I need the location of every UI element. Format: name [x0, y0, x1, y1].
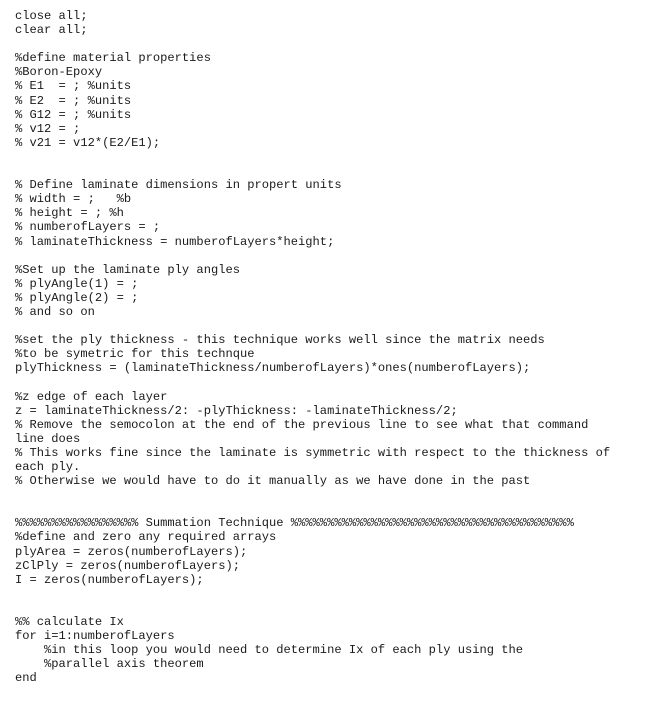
code-line: % laminateThickness = numberofLayers*height;	[15, 234, 335, 249]
code-line: %% calculate Ix	[15, 615, 124, 630]
code-line: % height = ; %h	[15, 206, 124, 221]
code-line: %z edge of each layer	[15, 389, 168, 404]
code-line: close all;	[15, 9, 88, 23]
code-line: %define material properties	[15, 51, 211, 66]
code-line: %define and zero any required arrays	[15, 530, 277, 545]
code-line: plyThickness = (laminateThickness/numberofLayers)*ones(numberofLayers);	[15, 361, 531, 376]
code-line	[15, 249, 655, 263]
code-line	[15, 488, 655, 502]
code-line: %Boron-Epoxy	[15, 65, 103, 80]
code-line	[15, 150, 655, 164]
code-line: % E2 = ; %units	[15, 93, 132, 108]
code-line: line does	[15, 431, 81, 446]
code-line: %in this loop you would need to determine Ix of each ply using the	[15, 643, 524, 658]
code-line: z = laminateThickness/2: -plyThickness: -laminateThickness/2;	[15, 403, 458, 418]
code-line: %Set up the laminate ply angles	[15, 262, 240, 277]
code-line: %to be symetric for this technque	[15, 347, 255, 362]
code-line: % Otherwise we would have to do it manually as we have done in the past	[15, 474, 531, 489]
code-line: end	[15, 671, 37, 686]
code-line: %%%%%%%%%%%%%%%%% Summation Technique %%%%%%%%%%%%%%%%%%%%%%%%%%%%%%%%%%%%%%%	[15, 516, 574, 531]
code-editor[interactable]	[15, 9, 655, 686]
code-line: % v21 = v12*(E2/E1);	[15, 135, 161, 150]
code-line	[15, 502, 655, 516]
code-line: % plyAngle(1) = ;	[15, 276, 139, 291]
code-line: plyArea = zeros(numberofLayers);	[15, 544, 248, 559]
code-line: % and so on	[15, 304, 95, 319]
code-line: % numberofLayers = ;	[15, 220, 161, 235]
code-line	[15, 587, 655, 601]
code-line: % E1 = ; %units	[15, 79, 132, 94]
code-line: zClPly = zeros(numberofLayers);	[15, 558, 240, 573]
code-line: clear all;	[15, 23, 88, 38]
code-line: each ply.	[15, 460, 81, 474]
code-line: % width = ; %b	[15, 192, 132, 207]
code-line: I = zeros(numberofLayers);	[15, 572, 204, 587]
code-line: % v12 = ;	[15, 121, 81, 136]
code-line: % Remove the semocolon at the end of the previous line to see what that command	[15, 417, 589, 432]
code-line: %set the ply thickness - this technique works well since the matrix needs	[15, 333, 545, 348]
code-line: % plyAngle(2) = ;	[15, 290, 139, 305]
code-line: % G12 = ; %units	[15, 107, 132, 122]
code-line: %parallel axis theorem	[15, 657, 204, 672]
code-line	[15, 601, 655, 615]
code-line: % Define laminate dimensions in propert units	[15, 178, 342, 193]
code-line	[15, 37, 655, 51]
code-line	[15, 319, 655, 333]
code-line	[15, 164, 655, 178]
code-line	[15, 375, 655, 389]
code-line: % This works fine since the laminate is symmetric with respect to the thickness of	[15, 445, 611, 460]
code-line: for i=1:numberofLayers	[15, 629, 175, 644]
